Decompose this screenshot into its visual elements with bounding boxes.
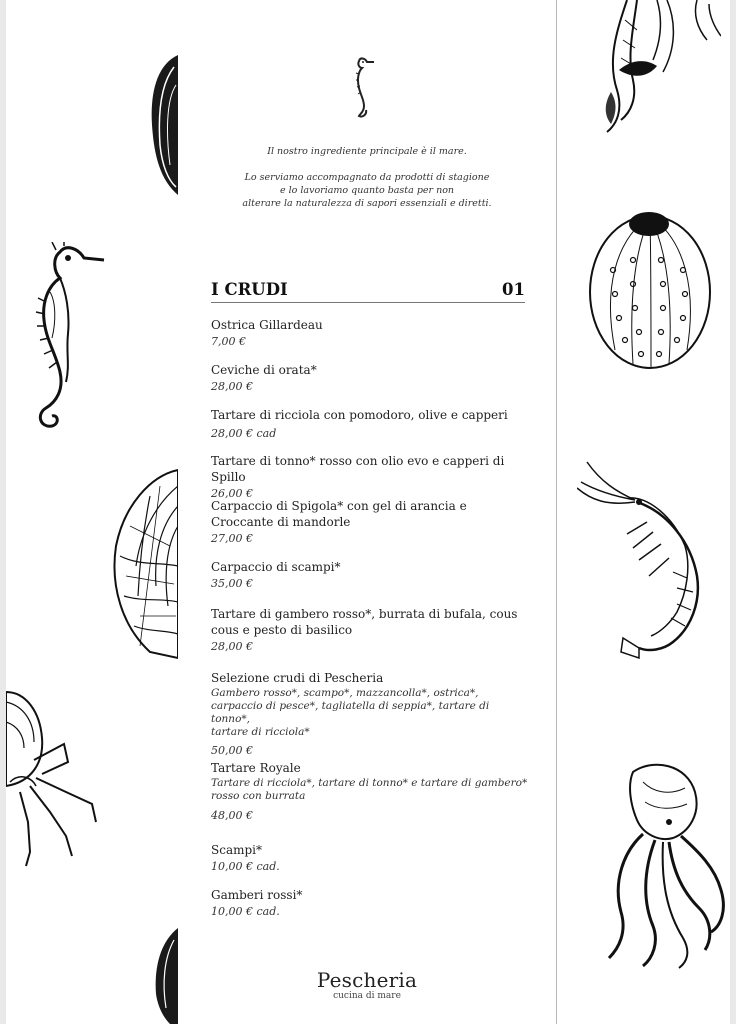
item-price: 28,00 € <box>211 380 253 393</box>
item-price: 50,00 € <box>211 744 253 757</box>
intro-text: Lo serviamo accompagnato da prodotti di stagione <box>244 172 490 183</box>
section-title: I CRUDI <box>211 280 288 299</box>
item-price: 28,00 € cad <box>211 427 277 440</box>
item-name: Ostrica Gillardeau <box>211 318 323 332</box>
item-price: 28,00 € <box>211 640 253 653</box>
item-description: tartare di ricciola* <box>211 726 310 738</box>
item-price: 10,00 € cad. <box>211 860 280 873</box>
sea-fan-icon <box>110 466 178 662</box>
item-description: Gambero rosso*, scampo*, mazzancolla*, ostrica*, <box>211 687 479 699</box>
item-name: Selezione crudi di Pescheria <box>211 671 384 685</box>
item-description: carpaccio di pesce*, tagliatella di seppia*, tartare di tonno*, <box>211 700 490 725</box>
shell-icon <box>150 928 178 1024</box>
item-name: Ceviche di orata* <box>211 363 317 377</box>
item-name: Tartare Royale <box>211 761 301 775</box>
item-name: Tartare di ricciola con pomodoro, olive e capperi <box>211 408 508 422</box>
crab-icon <box>6 682 100 868</box>
menu-item <box>211 362 531 394</box>
seaweed-icon <box>597 0 721 134</box>
brand-name: Pescheria <box>316 968 418 992</box>
menu-item <box>211 670 531 758</box>
shell-icon <box>146 55 178 195</box>
item-name: Gamberi rossi* <box>211 888 303 902</box>
menu-content <box>178 0 556 1024</box>
menu-item <box>211 559 531 591</box>
sea-urchin-icon <box>585 200 715 372</box>
intro-line-1 <box>178 145 556 158</box>
intro-text: alterare la naturalezza di sapori essenziali e diretti. <box>242 198 492 209</box>
octopus-icon <box>603 762 730 972</box>
item-description: Tartare di ricciola*, tartare di tonno* e tartare di gambero* <box>211 777 528 789</box>
item-name: Croccante di mandorle <box>211 515 351 529</box>
item-price: 35,00 € <box>211 577 253 590</box>
item-name: Tartare di tonno* rosso con olio evo e capperi di Spillo <box>211 454 505 484</box>
section-number: 01 <box>502 280 525 299</box>
footer <box>178 968 556 1001</box>
menu-item <box>211 760 531 823</box>
shrimp-icon <box>577 452 723 664</box>
item-price: 26,00 € <box>211 487 253 500</box>
item-name: cous e pesto di basilico <box>211 623 353 637</box>
menu-item <box>211 317 531 349</box>
intro-text: e lo lavoriamo quanto basta per non <box>279 185 455 196</box>
menu-item <box>211 842 531 874</box>
left-illustration-strip <box>6 0 178 1024</box>
item-price: 7,00 € <box>211 335 246 348</box>
item-price: 10,00 € cad. <box>211 905 280 918</box>
menu-item <box>211 606 531 654</box>
intro-paragraph <box>178 171 556 210</box>
section-header <box>211 280 525 303</box>
intro-text: Il nostro ingrediente principale è il mare. <box>267 146 467 157</box>
item-price: 27,00 € <box>211 532 253 545</box>
seahorse-icon <box>26 242 110 432</box>
item-name: Carpaccio di scampi* <box>211 560 341 574</box>
brand-tagline: cucina di mare <box>333 991 401 1001</box>
menu-page <box>6 0 730 1024</box>
item-name: Tartare di gambero rosso*, burrata di bufala, cous <box>211 607 518 621</box>
item-description: rosso con burrata <box>211 790 306 802</box>
menu-item <box>211 407 531 441</box>
menu-item <box>211 498 531 546</box>
menu-item <box>211 453 531 501</box>
seahorse-icon <box>354 56 378 118</box>
menu-item <box>211 887 531 919</box>
item-price: 48,00 € <box>211 809 253 822</box>
item-name: Carpaccio di Spigola* con gel di arancia e <box>211 499 467 513</box>
item-name: Scampi* <box>211 843 262 857</box>
right-illustration-panel <box>556 0 730 1024</box>
